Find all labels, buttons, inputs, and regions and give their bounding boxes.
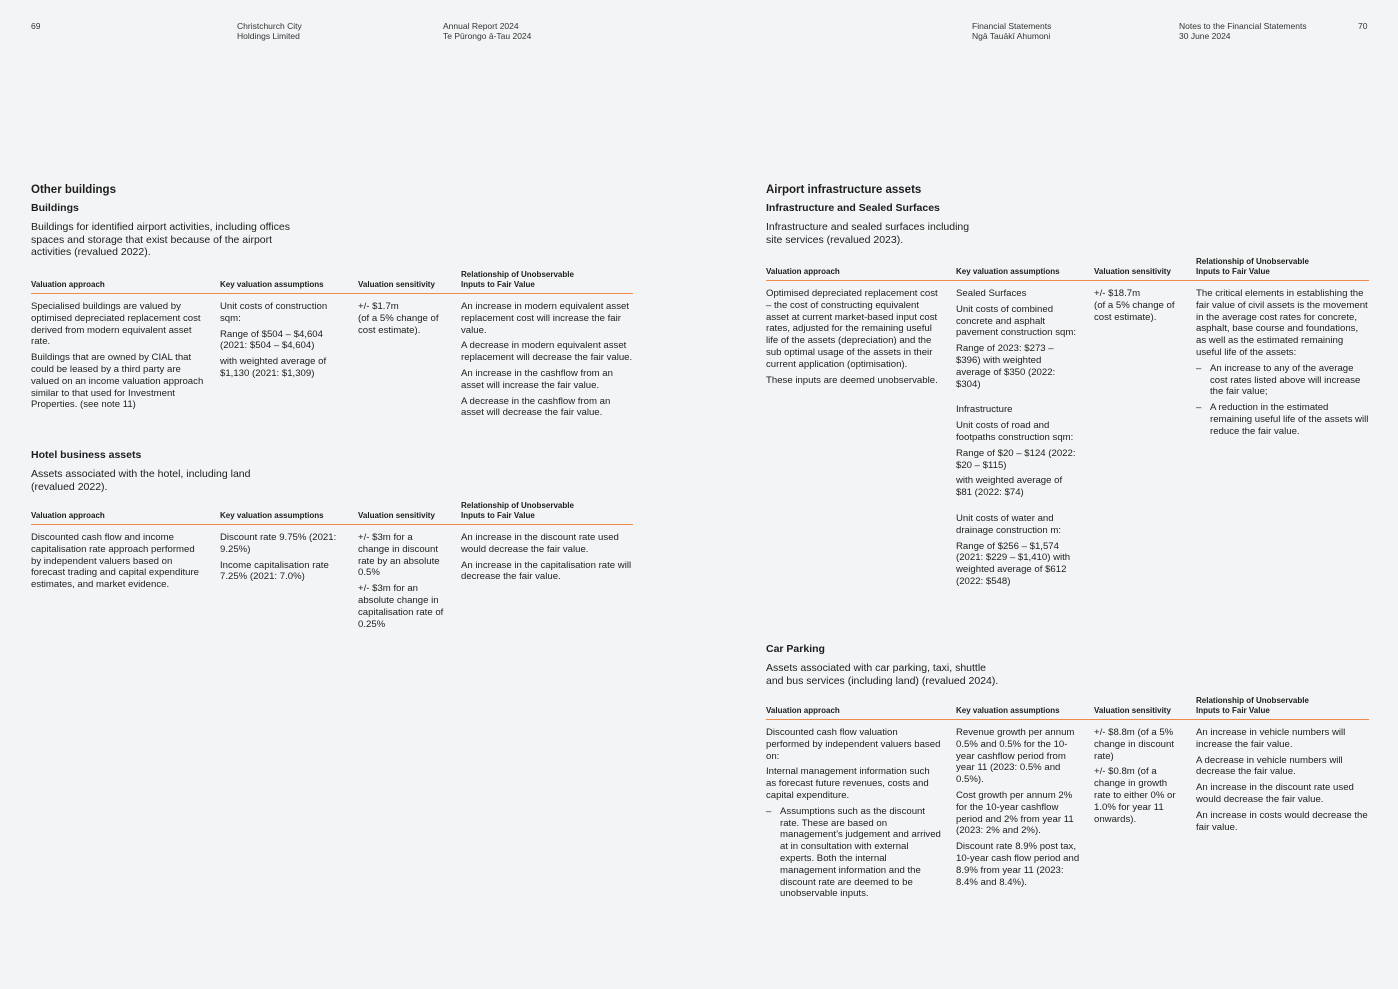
list-item: – A reduction in the estimated remaining useful life of the assets will reduce the fair value. — [1196, 402, 1369, 437]
section-title: Financial Statements Ngā Tauākī Ahumoni — [972, 21, 1052, 41]
relationship-cell: The critical elements in establishing the fair value of civil assets is the movement in the average cost rates for concrete, asphalt, base course and foundations, as well as the estimated remaining useful life of the assets: – An increase to any of the average cost rates listed above will increase the fair value; – A reduction in the estimated remaining useful life of the assets will reduce the fair value. — [1196, 288, 1369, 442]
table-header: Valuation approach Key valuation assumptions Valuation sensitivity Relationship of Unobservable Inputs to Fair Value — [766, 252, 1369, 281]
section-heading: Other buildings — [31, 184, 116, 196]
assumptions-cell: Unit costs of construction sqm: Range of $504 – $4,604 (2021: $504 – $4,604) with weighted average of $1,130 (2021: $1,309) — [220, 301, 328, 379]
subsection-heading: Buildings — [31, 202, 79, 214]
section-intro: Assets associated with car parking, taxi, shuttle and bus services (including land) (revalued 2024). — [766, 662, 999, 687]
hotel-table — [31, 496, 633, 630]
list-item: – An increase to any of the average cost rates listed above will increase the fair value; — [1196, 363, 1369, 398]
subsection-heading: Infrastructure and Sealed Surfaces — [766, 202, 940, 214]
table-header: Valuation approach Key valuation assumptions Valuation sensitivity Relationship of Unobservable Inputs to Fair Value — [766, 691, 1369, 720]
sensitivity-cell: +/- $18.7m (of a 5% change of cost estimate). — [1094, 288, 1175, 323]
approach-cell: Specialised buildings are valued by optimised depreciated replacement cost derived from modern equivalent asset rate. Buildings that are owned by CIAL that could be leased by a third party are valued on an income valuation approach similar to that used for Investment Properties. (see note 11) — [31, 301, 204, 411]
section-intro: Buildings for identified airport activities, including offices spaces and storage that exist because of the airport activities (revalued 2022). — [31, 221, 290, 258]
airport-infra-table — [766, 252, 1369, 587]
approach-cell: Discounted cash flow and income capitalisation rate approach performed by independent valuers based on forecast trading and capital expenditure estimates, and market evidence. — [31, 532, 199, 591]
relationship-cell: An increase in vehicle numbers will increase the fair value. A decrease in vehicle numbers will decrease the fair value. An increase in the discount rate used would decrease the fair value. An increase in costs would decrease the fair value. — [1196, 727, 1368, 833]
subsection-heading: Car Parking — [766, 643, 825, 655]
assumptions-cell: Discount rate 9.75% (2021: 9.25%) Income capitalisation rate 7.25% (2021: 7.0%) — [220, 532, 337, 583]
car-parking-heading — [766, 643, 1086, 687]
list-item: – Assumptions such as the discount rate. These are based on management’s judgement and arrived at in consultation with external experts. Both the internal management information and the discount rate are deemed to be unobservable inputs. — [766, 806, 941, 900]
assumptions-cell: Sealed Surfaces Unit costs of combined concrete and asphalt pavement construction sqm: Range of 2023: $273 – $396) with weighted average of $350 (2022: $304) Infrastructure Unit costs of road and footpaths construction sqm: Range of $20 – $124 (2022: $20 – $115) with weighted average of $81 (2022: $74) Unit costs of water and drainage construction m: Range of $256 – $1,574 (2021: $229 – $1,410) with weighted average of $612 (2022: $548) — [956, 288, 1076, 587]
hotel-heading — [31, 449, 351, 493]
relationship-cell: An increase in the discount rate used would decrease the fair value. An increase in the capitalisation rate will decrease the fair value. — [461, 532, 632, 583]
table-header: Valuation approach Key valuation assumptions Valuation sensitivity Relationship of Unobservable Inputs to Fair Value — [31, 496, 633, 525]
approach-cell: Discounted cash flow valuation performed by independent valuers based on: Internal management information such as forecast future revenues, costs and capital expenditure. – Assumptions such as the discount rate. These are based on management’s judgement and arrived at in consultation with external experts. Both the internal management information and the discount rate are deemed to be unobservable inputs. — [766, 727, 941, 904]
assumptions-cell: Revenue growth per annum 0.5% and 0.5% for the 10-year cashflow period from year 11 (2023: 0.5% and 0.5%). Cost growth per annum 2% for the 10-year cashflow period and 2% from year 11 (2023: 2% and 2%). Discount rate 8.9% post tax, 10-year cash flow period and 8.9% from year 11 (2023: 8.4% and 8.4%). — [956, 727, 1080, 888]
sensitivity-cell: +/- $1.7m (of a 5% change of cost estimate). — [358, 301, 439, 336]
relationship-cell: An increase in modern equivalent asset replacement cost will increase the fair value. A decrease in modern equivalent asset replacement will decrease the fair value. An increase in the cashflow from an asset will increase the fair value. A decrease in the cashflow from an asset will decrease the fair value. — [461, 301, 633, 419]
car-parking-table — [766, 691, 1369, 900]
page-number-left: 69 — [31, 21, 41, 31]
approach-cell: Optimised depreciated replacement cost – the cost of constructing equivalent asset at current market-based input cost rates, adjusted for the remaining useful life of the assets (depreciation) and the sub optimal usage of the assets in their current application (optimisation). These inputs are deemed unobservable. — [766, 288, 938, 386]
other-buildings-heading — [31, 184, 351, 259]
sensitivity-cell: +/- $3m for a change in discount rate by an absolute 0.5% +/- $3m for an absolute change in capitalisation rate of 0.25% — [358, 532, 444, 630]
other-buildings-table — [31, 265, 633, 419]
section-heading: Airport infrastructure assets — [766, 184, 922, 196]
page-number-right: 70 — [1358, 21, 1368, 31]
section-intro: Assets associated with the hotel, including land (revalued 2022). — [31, 468, 251, 493]
report-title: Annual Report 2024 Te Pūrongo ā-Tau 2024 — [443, 21, 532, 41]
sensitivity-cell: +/- $8.8m (of a 5% change in discount rate) +/- $0.8m (of a change in growth rate to either 0% or 1.0% for year 11 onwards). — [1094, 727, 1176, 825]
table-header: Valuation approach Key valuation assumptions Valuation sensitivity Relationship of Unobservable Inputs to Fair Value — [31, 265, 633, 294]
org-name: Christchurch City Holdings Limited — [237, 21, 302, 41]
airport-infra-heading — [766, 184, 1086, 246]
subsection-heading: Hotel business assets — [31, 449, 142, 461]
section-intro: Infrastructure and sealed surfaces including site services (revalued 2023). — [766, 221, 970, 246]
notes-title: Notes to the Financial Statements 30 June 2024 — [1179, 21, 1307, 41]
